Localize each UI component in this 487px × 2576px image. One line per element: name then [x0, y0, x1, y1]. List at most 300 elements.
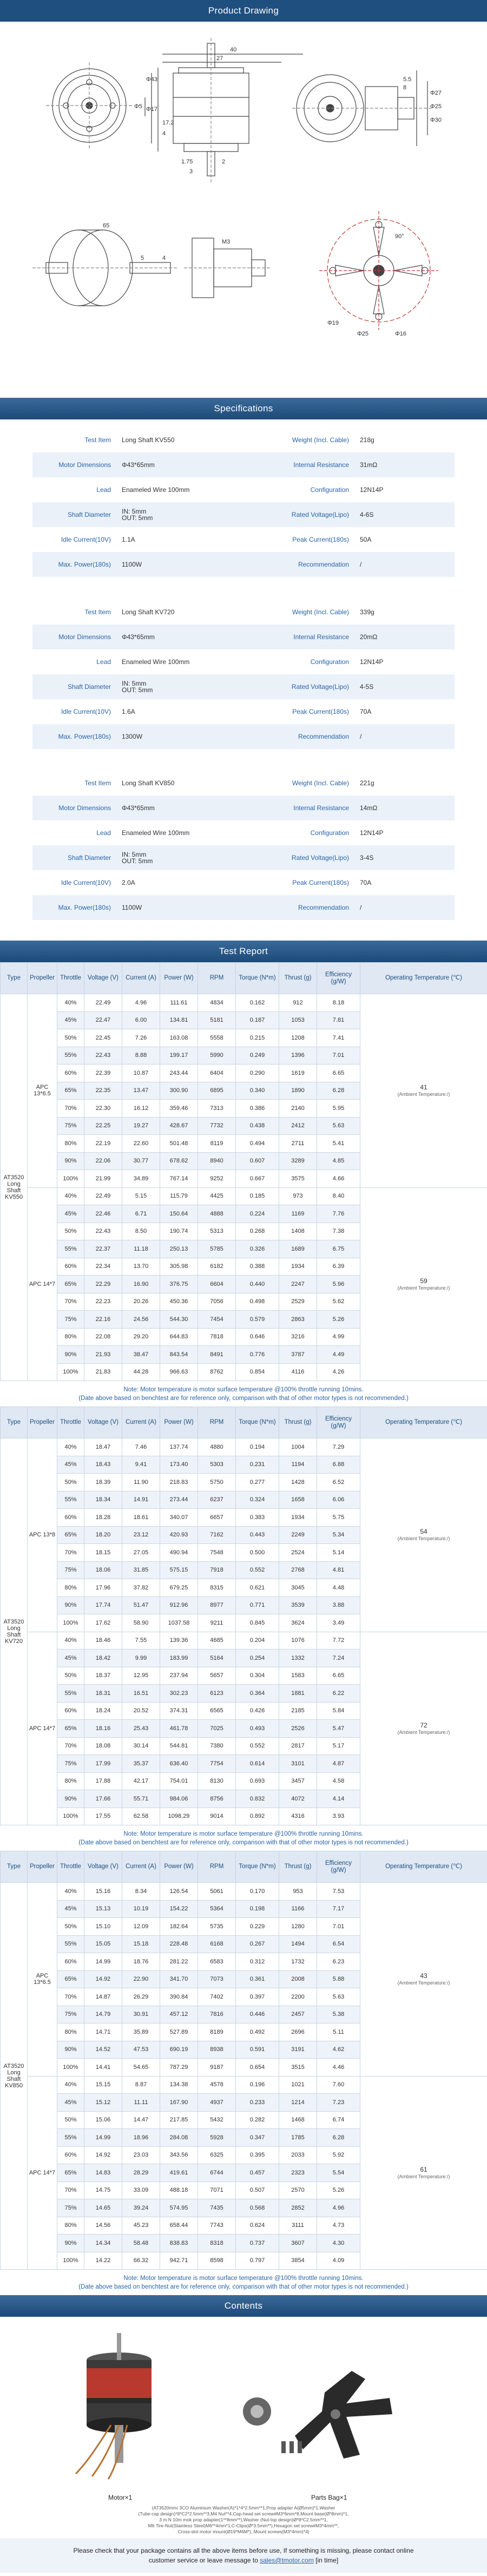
table-cell: 7.01 — [317, 1918, 360, 1936]
table-cell: 0.388 — [236, 1258, 279, 1276]
table-cell: 17.99 — [84, 1755, 122, 1773]
spec-label: Lead — [96, 486, 111, 494]
spec-row — [32, 552, 455, 577]
table-cell: 6657 — [198, 1509, 236, 1527]
spec-value: 14mΩ — [360, 804, 378, 812]
table-cell: 7548 — [198, 1544, 236, 1562]
test-note — [0, 1381, 487, 1407]
table-cell: 15.10 — [84, 1918, 122, 1936]
table-header-row — [1, 1407, 487, 1438]
table-cell: 4880 — [198, 1438, 236, 1456]
table-cell: 284.08 — [160, 2129, 198, 2147]
table-cell: 50% — [57, 1667, 84, 1685]
table-cell: 1934 — [279, 1258, 317, 1276]
spec-label: Lead — [96, 658, 111, 666]
table-cell: 5432 — [198, 2111, 236, 2129]
spec-value: 3-4S — [360, 854, 374, 862]
table-cell: 14.83 — [84, 2164, 122, 2182]
table-cell: 5.41 — [317, 1135, 360, 1153]
table-cell: 3289 — [279, 1152, 317, 1170]
table-cell: 18.39 — [84, 1474, 122, 1491]
spec-label: Test Item — [84, 436, 111, 444]
table-cell: 7.23 — [317, 2094, 360, 2112]
table-cell: 0.507 — [236, 2181, 279, 2199]
table-cell: 5.47 — [317, 1720, 360, 1738]
table-cell: 8.40 — [317, 1187, 360, 1205]
table-cell: 40% — [57, 1187, 84, 1205]
table-cell: 21.83 — [84, 1363, 122, 1381]
table-cell: 0.607 — [236, 1152, 279, 1170]
table-cell: 6.06 — [317, 1491, 360, 1509]
table-cell: 27.05 — [122, 1544, 160, 1562]
table-cell: 1396 — [279, 1047, 317, 1064]
table-cell: 100% — [57, 2059, 84, 2076]
motor-image — [76, 2333, 152, 2479]
table-cell: 4.62 — [317, 2041, 360, 2059]
table-cell: 5785 — [198, 1240, 236, 1258]
table-cell: 0.498 — [236, 1293, 279, 1311]
table-cell: 8938 — [198, 2041, 236, 2059]
table-cell: 13.70 — [122, 1258, 160, 1276]
table-cell: 40% — [57, 994, 84, 1012]
table-cell: 8940 — [198, 1152, 236, 1170]
spec-value: Enameled Wire 100mm — [122, 829, 190, 837]
table-cell: 7.55 — [122, 1632, 160, 1650]
table-cell: 190.74 — [160, 1223, 198, 1240]
table-cell: 2412 — [279, 1117, 317, 1135]
table-cell: 18.43 — [84, 1456, 122, 1474]
table-cell: 80% — [57, 2023, 84, 2041]
propeller-cell: APC 14*7 — [28, 2076, 57, 2270]
table-cell: 7.46 — [122, 1438, 160, 1456]
table-cell: 942.71 — [160, 2252, 198, 2270]
table-header-row — [1, 963, 487, 994]
table-cell: 7754 — [198, 1755, 236, 1773]
table-cell: 100% — [57, 1614, 84, 1632]
table-cell: 167.90 — [160, 2094, 198, 2112]
table-cell: 3575 — [279, 1170, 317, 1188]
table-cell: 19.27 — [122, 1117, 160, 1135]
footer-line-1: Please check that your package contains all the above items before use, If something is missing, please contact online — [73, 2547, 414, 2554]
table-cell: 0.426 — [236, 1702, 279, 1720]
table-cell: 8.18 — [317, 994, 360, 1012]
shaft-in: IN: 5mm — [122, 851, 147, 858]
table-cell: 14.56 — [84, 2217, 122, 2235]
table-cell: 1689 — [279, 1240, 317, 1258]
table-cell: 22.46 — [84, 1205, 122, 1223]
table-cell: 0.347 — [236, 2129, 279, 2147]
table-cell: 16.51 — [122, 1685, 160, 1703]
table-row — [1, 1632, 487, 1650]
table-cell: 55% — [57, 1047, 84, 1064]
table-cell: 4.87 — [317, 1755, 360, 1773]
table-cell: 457.12 — [160, 2006, 198, 2023]
contents-footer — [0, 2538, 487, 2573]
table-cell: 3.93 — [317, 1808, 360, 1825]
temperature-note: (Ambient Temperature:/) — [397, 2173, 450, 2179]
motor-type-cell: AT3520 Long Shaft KV720 — [1, 1438, 28, 1825]
table-header-cell: RPM — [198, 1851, 236, 1883]
table-cell: 18.47 — [84, 1438, 122, 1456]
table-cell: 29.20 — [122, 1328, 160, 1346]
table-cell: 22.29 — [84, 1276, 122, 1293]
dim-top-length-2: 27 — [216, 55, 223, 62]
dim-side-3: 4 — [162, 255, 166, 261]
spec-value: Φ43*65mm — [122, 804, 155, 812]
spec-row — [32, 625, 455, 649]
table-cell: 4.85 — [317, 1152, 360, 1170]
table-cell: 0.614 — [236, 1755, 279, 1773]
contents-section — [0, 2295, 487, 2573]
dim-side-1: 65 — [103, 222, 110, 229]
table-cell: 7818 — [198, 1328, 236, 1346]
table-cell: 912.96 — [160, 1596, 198, 1614]
table-cell: 1021 — [279, 2076, 317, 2094]
table-cell: 984.06 — [160, 1790, 198, 1808]
table-cell: 5928 — [198, 2129, 236, 2147]
table-cell: 18.46 — [84, 1632, 122, 1650]
parts-text-1: (AT3520mm/ 3CO Aluminium Washer(A)*1*4*2.5mm**1,Prop adapter A(Ø5mm)*1,Washer — [152, 2505, 335, 2511]
table-cell: 18.96 — [122, 2129, 160, 2147]
table-cell: 163.08 — [160, 1029, 198, 1047]
table-cell: 6.23 — [317, 1953, 360, 1971]
table-header-cell: Voltage (V) — [84, 963, 122, 994]
table-cell: 7380 — [198, 1737, 236, 1755]
spec-value: / — [360, 561, 362, 568]
table-cell: 14.41 — [84, 2059, 122, 2076]
table-cell: 4.96 — [122, 994, 160, 1012]
table-cell: 2008 — [279, 1970, 317, 1988]
table-cell: 767.14 — [160, 1170, 198, 1188]
table-cell: 14.75 — [84, 2181, 122, 2199]
spec-label: Internal Resistance — [293, 804, 349, 812]
table-cell: 7.60 — [317, 2076, 360, 2094]
table-cell: 55% — [57, 2129, 84, 2147]
note-line-1: Note: Motor temperature is motor surface temperature @100% throttle running 10mins. — [123, 2275, 364, 2282]
dim-bolt: M3 — [222, 239, 231, 245]
table-cell: 50% — [57, 1223, 84, 1240]
table-cell: 6.28 — [317, 2129, 360, 2147]
table-cell: 6404 — [198, 1064, 236, 1082]
table-cell: 4888 — [198, 1205, 236, 1223]
spec-row — [32, 477, 455, 502]
spec-value: 1300W — [122, 733, 143, 740]
table-cell: 450.36 — [160, 1293, 198, 1311]
table-cell: 6744 — [198, 2164, 236, 2182]
table-cell: 0.591 — [236, 2041, 279, 2059]
table-cell: 4425 — [198, 1187, 236, 1205]
table-cell: 4.30 — [317, 2235, 360, 2252]
table-cell: 3457 — [279, 1772, 317, 1790]
table-cell: 218.83 — [160, 1474, 198, 1491]
table-cell: 60% — [57, 2146, 84, 2164]
motor-type-cell: AT3520 Long Shaft KV550 — [1, 994, 28, 1381]
spec-value: Φ43*65mm — [122, 633, 155, 641]
dim-h4: 2 — [222, 159, 226, 165]
parts-text-3: 3 m N 10m mok prop adapter(1**8mm**),Washer (Nut-top design)Ø*8*C2.5mm**1, — [159, 2517, 328, 2522]
table-cell: 0.438 — [236, 1117, 279, 1135]
table-cell: 6.75 — [317, 1240, 360, 1258]
table-cell: 54.65 — [122, 2059, 160, 2076]
spec-label: Rated Voltage(Lipo) — [291, 683, 349, 691]
table-cell: 9187 — [198, 2059, 236, 2076]
table-header-cell: Throttle — [57, 963, 84, 994]
table-cell: 14.92 — [84, 2146, 122, 2164]
table-cell: 22.37 — [84, 1240, 122, 1258]
table-cell: 237.94 — [160, 1667, 198, 1685]
temperature-cell — [360, 994, 487, 1188]
table-cell: 305.98 — [160, 1258, 198, 1276]
table-cell: 66.32 — [122, 2252, 160, 2270]
spec-value: 218g — [360, 436, 374, 444]
table-cell: 5.34 — [317, 1526, 360, 1544]
table-cell: 0.854 — [236, 1363, 279, 1381]
table-cell: 2852 — [279, 2199, 317, 2217]
temperature-value: 72 — [420, 1721, 427, 1729]
table-cell: 7402 — [198, 1988, 236, 2006]
table-cell: 22.90 — [122, 1970, 160, 1988]
table-cell: 0.162 — [236, 994, 279, 1012]
table-cell: 5558 — [198, 1029, 236, 1047]
spec-row — [32, 674, 455, 699]
parts-text-5: Cross-slot motor mount(Ø19*M6M*), Mount screws(M3*4mm)*4) — [177, 2529, 310, 2534]
table-cell: 42.17 — [122, 1772, 160, 1790]
table-cell: 419.61 — [160, 2164, 198, 2182]
spec-value: / — [360, 733, 362, 740]
table-cell: 0.254 — [236, 1650, 279, 1667]
table-cell: 343.56 — [160, 2146, 198, 2164]
table-cell: 690.19 — [160, 2041, 198, 2059]
table-cell: 0.386 — [236, 1100, 279, 1118]
table-cell: 1890 — [279, 1082, 317, 1100]
shaft-in: IN: 5mm — [122, 680, 147, 687]
table-cell: 80% — [57, 1579, 84, 1597]
table-cell: 0.194 — [236, 1438, 279, 1456]
table-cell: 1214 — [279, 2094, 317, 2112]
dim-mount-2: Φ25 — [357, 331, 369, 337]
table-cell: 340.07 — [160, 1509, 198, 1527]
table-cell: 6583 — [198, 1953, 236, 1971]
table-cell: 390.84 — [160, 1988, 198, 2006]
table-cell: 55% — [57, 1935, 84, 1953]
spec-row — [32, 600, 455, 625]
table-cell: 636.40 — [160, 1755, 198, 1773]
note-line-2: (Date above based on benchtest are for reference only, comparison with that of other motor types is not recommended.) — [78, 1395, 409, 1402]
table-header-cell: Type — [1, 963, 28, 994]
table-cell: 787.29 — [160, 2059, 198, 2076]
table-cell: 12.95 — [122, 1667, 160, 1685]
table-cell: 50% — [57, 1474, 84, 1491]
table-header-row — [1, 1851, 487, 1883]
footer-line-2-text: customer service or leave message to — [148, 2557, 258, 2564]
table-cell: 7.24 — [317, 1650, 360, 1667]
spec-label: Motor Dimensions — [58, 804, 111, 812]
table-cell: 0.277 — [236, 1474, 279, 1491]
table-cell: 2711 — [279, 1135, 317, 1153]
table-cell: 22.35 — [84, 1082, 122, 1100]
temperature-cell — [360, 1438, 487, 1632]
table-header-cell: Current (A) — [122, 1407, 160, 1438]
spec-row — [32, 820, 455, 845]
table-cell: 2323 — [279, 2164, 317, 2182]
table-cell: 0.552 — [236, 1737, 279, 1755]
table-cell: 4.09 — [317, 2252, 360, 2270]
table-cell: 47.53 — [122, 2041, 160, 2059]
spec-label: Motor Dimensions — [58, 461, 111, 469]
table-cell: 0.198 — [236, 1900, 279, 1918]
spec-value: Φ43*65mm — [122, 461, 155, 469]
spec-row — [32, 428, 455, 452]
table-cell: 6.65 — [317, 1064, 360, 1082]
table-cell: 0.493 — [236, 1720, 279, 1738]
table-cell: 50% — [57, 1918, 84, 1936]
table-cell: 22.47 — [84, 1011, 122, 1029]
table-header-cell: Thrust (g) — [279, 963, 317, 994]
table-header-cell: Propeller — [28, 963, 57, 994]
table-cell: 5.88 — [317, 1970, 360, 1988]
table-cell: 20.26 — [122, 1293, 160, 1311]
spec-label: Peak Current(180s) — [292, 536, 349, 543]
table-cell: 14.47 — [122, 2111, 160, 2129]
table-cell: 65% — [57, 1082, 84, 1100]
table-cell: 0.267 — [236, 1935, 279, 1953]
table-cell: 0.290 — [236, 1064, 279, 1082]
table-cell: 5.95 — [317, 1100, 360, 1118]
spec-value: 2.0A — [122, 879, 135, 886]
table-cell: 0.797 — [236, 2252, 279, 2270]
table-cell: 45% — [57, 2094, 84, 2112]
table-cell: 14.91 — [122, 1491, 160, 1509]
table-cell: 0.340 — [236, 1082, 279, 1100]
table-cell: 45% — [57, 1205, 84, 1223]
table-cell: 544.81 — [160, 1737, 198, 1755]
table-cell: 0.204 — [236, 1632, 279, 1650]
table-cell: 0.229 — [236, 1918, 279, 1936]
section-title-drawing: Product Drawing — [0, 0, 487, 22]
table-cell: 100% — [57, 1170, 84, 1188]
spec-value: Enameled Wire 100mm — [122, 486, 190, 494]
table-cell: 58.90 — [122, 1614, 160, 1632]
table-cell: 5.96 — [317, 1276, 360, 1293]
table-cell: 7071 — [198, 2181, 236, 2199]
spec-label: Recommendation — [298, 733, 349, 740]
table-cell: 8762 — [198, 1363, 236, 1381]
table-cell: 80% — [57, 1328, 84, 1346]
table-header-cell: Propeller — [28, 1407, 57, 1438]
spec-value: 221g — [360, 779, 374, 787]
table-cell: 7.72 — [317, 1632, 360, 1650]
test-table — [0, 962, 487, 1381]
table-cell: 1208 — [279, 1029, 317, 1047]
table-cell: 45% — [57, 1011, 84, 1029]
table-cell: 0.492 — [236, 2023, 279, 2041]
table-cell: 5364 — [198, 1900, 236, 1918]
table-cell: 0.361 — [236, 1970, 279, 1988]
table-cell: 0.568 — [236, 2199, 279, 2217]
table-cell: 0.282 — [236, 2111, 279, 2129]
table-cell: 5657 — [198, 1667, 236, 1685]
table-cell: 4.58 — [317, 1772, 360, 1790]
table-cell: 70% — [57, 1544, 84, 1562]
table-cell: 1619 — [279, 1064, 317, 1082]
temperature-cell — [360, 1883, 487, 2076]
table-cell: 18.24 — [84, 1702, 122, 1720]
table-cell: 7.01 — [317, 1047, 360, 1064]
table-cell: 4.49 — [317, 1346, 360, 1364]
table-cell: 80% — [57, 1772, 84, 1790]
table-cell: 90% — [57, 1596, 84, 1614]
table-cell: 75% — [57, 1755, 84, 1773]
table-cell: 55% — [57, 1240, 84, 1258]
table-cell: 8598 — [198, 2252, 236, 2270]
table-row — [1, 1438, 487, 1456]
table-cell: 8756 — [198, 1790, 236, 1808]
table-cell: 7.17 — [317, 1900, 360, 1918]
table-cell: 18.15 — [84, 1544, 122, 1562]
table-header-cell: RPM — [198, 1407, 236, 1438]
spec-value: 12N14P — [360, 658, 384, 666]
table-cell: 7.76 — [317, 1205, 360, 1223]
table-cell: 7.29 — [317, 1438, 360, 1456]
table-cell: 1332 — [279, 1650, 317, 1667]
table-cell: 22.43 — [84, 1223, 122, 1240]
table-cell: 60% — [57, 1064, 84, 1082]
table-header-cell: Torque (N*m) — [236, 1407, 279, 1438]
table-cell: 80% — [57, 1135, 84, 1153]
temperature-value: 59 — [420, 1277, 427, 1285]
spec-row — [32, 502, 455, 527]
table-cell: 55.71 — [122, 1790, 160, 1808]
temperature-value: 41 — [420, 1083, 427, 1092]
spec-row — [32, 870, 455, 895]
table-cell: 24.56 — [122, 1311, 160, 1329]
table-cell: 5.63 — [317, 1117, 360, 1135]
spec-row — [32, 649, 455, 674]
spec-value: 20mΩ — [360, 633, 378, 641]
spec-row — [32, 895, 455, 920]
table-cell: 8318 — [198, 2235, 236, 2252]
spec-value: 4-6S — [360, 511, 374, 518]
table-cell: 243.44 — [160, 1064, 198, 1082]
spec-label: Weight (Incl. Cable) — [292, 779, 349, 787]
table-cell: 1785 — [279, 2129, 317, 2147]
table-cell: 16.12 — [122, 1100, 160, 1118]
footer-email-link[interactable]: sales@tmotor.com — [260, 2557, 314, 2564]
table-cell: 40% — [57, 2076, 84, 2094]
table-cell: 0.364 — [236, 1685, 279, 1703]
table-cell: 35.89 — [122, 2023, 160, 2041]
spec-label: Max. Power(180s) — [58, 733, 111, 740]
table-cell: 40% — [57, 1883, 84, 1901]
table-cell: 0.624 — [236, 2217, 279, 2235]
table-cell: 3854 — [279, 2252, 317, 2270]
table-cell: 0.457 — [236, 2164, 279, 2182]
table-cell: 17.74 — [84, 1596, 122, 1614]
table-cell: 4116 — [279, 1363, 317, 1381]
table-cell: 2033 — [279, 2146, 317, 2164]
spec-label: Internal Resistance — [293, 461, 349, 469]
table-cell: 7.38 — [317, 1223, 360, 1240]
table-cell: 6.00 — [122, 1011, 160, 1029]
table-cell: 1881 — [279, 1685, 317, 1703]
table-cell: 1169 — [279, 1205, 317, 1223]
temperature-note: (Ambient Temperature:/) — [397, 1729, 450, 1735]
table-cell: 62.58 — [122, 1808, 160, 1825]
table-cell: 5061 — [198, 1883, 236, 1901]
table-cell: 18.08 — [84, 1737, 122, 1755]
spec-row — [32, 796, 455, 820]
table-cell: 0.304 — [236, 1667, 279, 1685]
